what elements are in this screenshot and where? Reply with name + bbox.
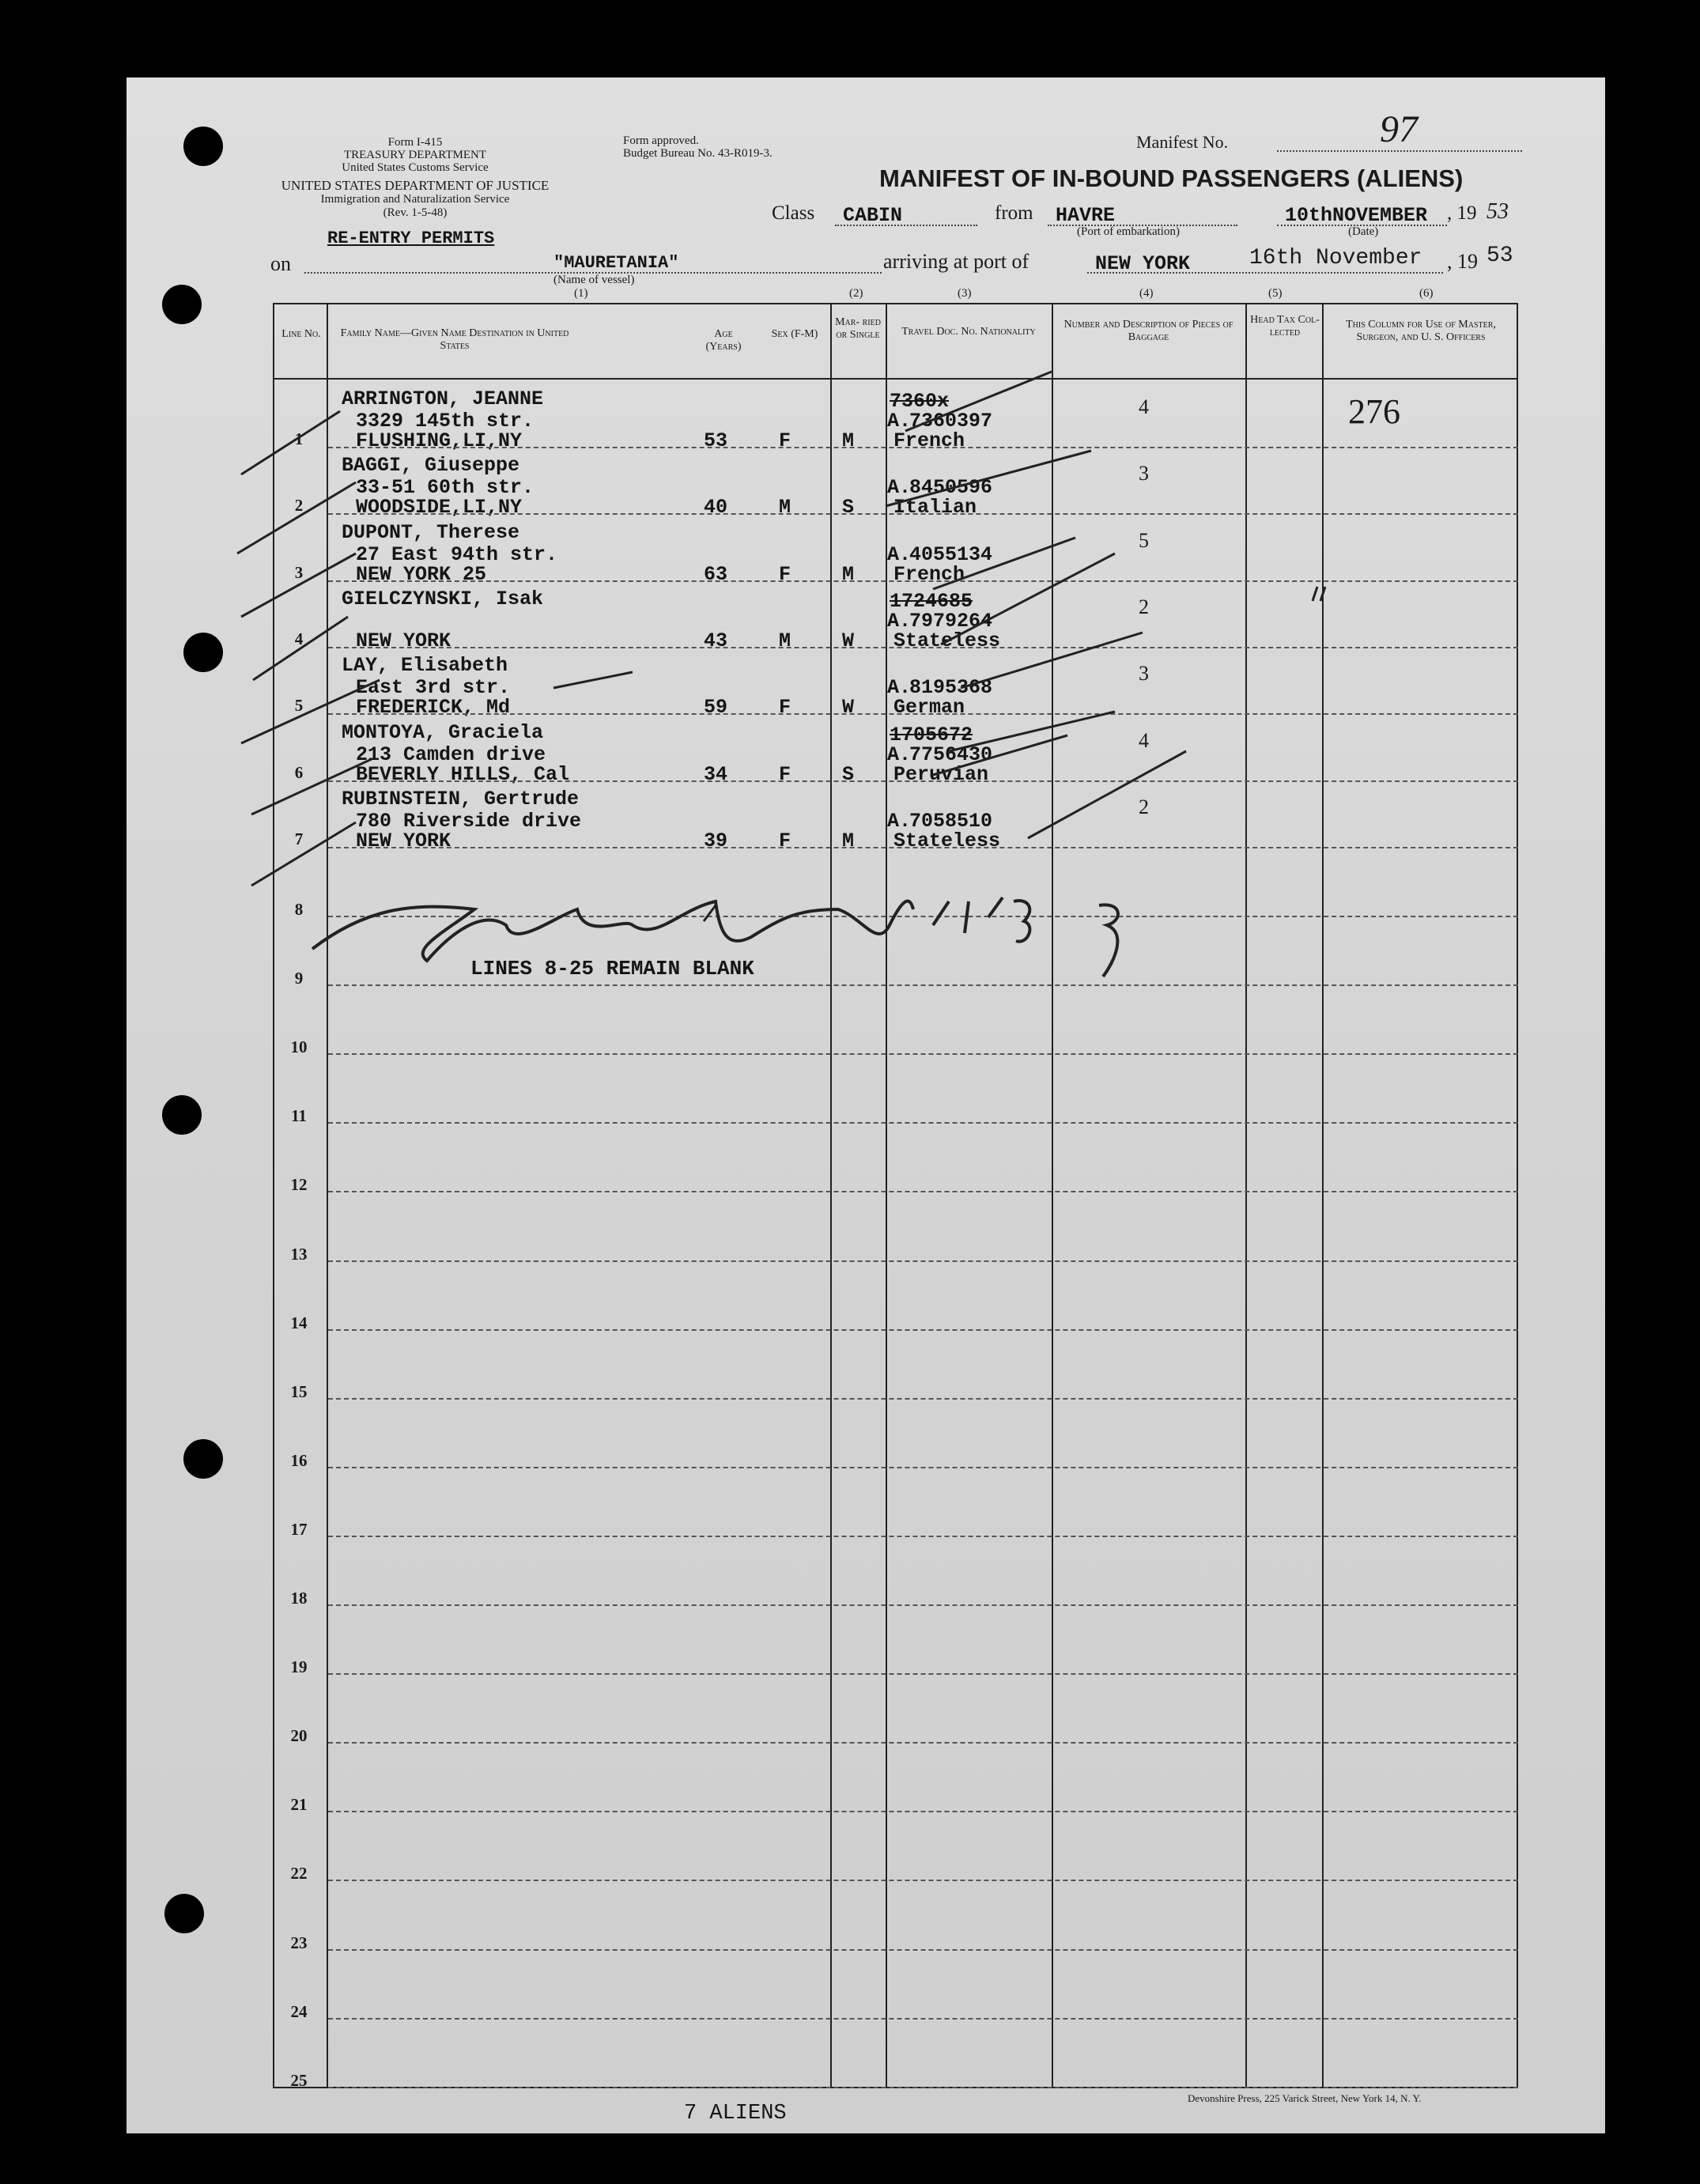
passenger-address: 27 East 94th str.: [356, 542, 558, 566]
passenger-sex: F: [779, 696, 791, 720]
line-number: 8: [294, 900, 304, 919]
passenger-name: DUPONT, Therese: [342, 520, 520, 544]
line-number: 19: [290, 1657, 308, 1677]
blank-note: LINES 8-25 REMAIN BLANK: [470, 957, 754, 981]
passenger-sex: M: [779, 629, 791, 652]
line-number: 15: [290, 1381, 308, 1401]
passenger-sex: F: [779, 829, 791, 852]
class-label: Class: [772, 202, 815, 224]
passenger-doc-old: 1724685: [890, 589, 973, 613]
col-num: (2): [849, 287, 863, 300]
col-num: (5): [1268, 287, 1283, 300]
passenger-baggage: 4: [1139, 395, 1149, 418]
footer-total: 7 ALIENS: [684, 2102, 787, 2125]
col-num: (6): [1419, 287, 1434, 300]
line-number: 7: [294, 829, 304, 848]
ins-service: Immigration and Naturalization Service: [320, 193, 510, 206]
line-number: 18: [290, 1589, 308, 1608]
passenger-doc: 7756430: [909, 742, 993, 766]
header-officers: This Column for Use of Master, Surgeon, and U. S. Officers: [1346, 319, 1496, 343]
passenger-doc: 7979264: [909, 609, 993, 633]
passenger-doc-prefix: A.: [887, 676, 912, 700]
line-number: 12: [290, 1175, 308, 1195]
line-number: 10: [290, 1037, 308, 1057]
passenger-doc-prefix: A.: [887, 410, 912, 433]
passenger-sex: M: [779, 496, 791, 520]
passenger-sex: F: [779, 562, 791, 586]
passenger-marital: W: [842, 629, 855, 652]
passenger-marital: M: [842, 429, 855, 452]
line-number: 23: [290, 1933, 308, 1952]
passenger-doc-prefix: A.: [887, 809, 912, 833]
passenger-doc-prefix: A.: [887, 542, 912, 566]
passenger-nationality: French: [893, 429, 965, 452]
passenger-destination: NEW YORK: [356, 829, 451, 852]
form-number: Form I-415: [387, 136, 443, 149]
passenger-nationality: French: [893, 562, 965, 586]
line-number: 2: [294, 496, 304, 516]
justice-dept: UNITED STATES DEPARTMENT OF JUSTICE: [281, 178, 550, 193]
passenger-age: 63: [704, 562, 728, 586]
year-suffix: 53: [1487, 244, 1513, 268]
budget-bureau: Budget Bureau No. 43-R019-3.: [623, 147, 773, 160]
passenger-age: 59: [704, 696, 728, 720]
line-number: 25: [290, 2070, 308, 2090]
passenger-address: East 3rd str.: [356, 676, 511, 700]
passenger-doc: 8450596: [909, 476, 993, 500]
line-number: 16: [290, 1450, 308, 1470]
passenger-name: MONTOYA, Graciela: [342, 720, 544, 744]
on-label: on: [270, 252, 291, 275]
date-caption: (Date): [1348, 225, 1379, 238]
line-number: 6: [294, 762, 304, 782]
line-number: 13: [290, 1244, 308, 1264]
passenger-baggage: 2: [1139, 595, 1149, 618]
header-age: Age (Years): [705, 328, 742, 353]
passenger-baggage: 3: [1139, 662, 1149, 686]
header-travel-doc: Travel Doc. No. Nationality: [901, 326, 1036, 338]
passenger-destination: FREDERICK, Md: [356, 696, 511, 720]
passenger-doc-prefix: A.: [887, 476, 912, 500]
passenger-nationality: Stateless: [893, 629, 1001, 652]
line-number: 1: [294, 429, 304, 448]
passenger-name: BAGGI, Giuseppe: [342, 454, 520, 478]
vessel-caption: (Name of vessel): [553, 274, 635, 286]
printer-credit: Devonshire Press, 225 Varick Street, New York 14, N. Y.: [1188, 2092, 1422, 2104]
passenger-nationality: Italian: [893, 496, 977, 520]
col-num: (1): [574, 287, 588, 300]
departure-date: 10thNOVEMBER: [1285, 204, 1428, 227]
passenger-age: 40: [704, 496, 728, 520]
passenger-name: GIELCZYNSKI, Isak: [342, 587, 544, 610]
manifest-label: Manifest No.: [1136, 132, 1229, 152]
line-number: 14: [290, 1313, 308, 1332]
passenger-destination: FLUSHING,LI,NY: [356, 429, 523, 452]
header-married: Mar- ried or Single: [835, 316, 881, 341]
vessel-name: "MAURETANIA": [553, 253, 679, 273]
line-number: 21: [290, 1795, 308, 1815]
arrival-date: 16th November: [1249, 246, 1422, 270]
passenger-baggage: 3: [1139, 462, 1149, 486]
arriving-label: arriving at port of: [883, 250, 1029, 273]
passenger-address: 33-51 60th str.: [356, 476, 535, 500]
customs-service: United States Customs Service: [342, 161, 489, 174]
passenger-doc-prefix: A.: [887, 609, 912, 633]
passenger-destination: WOODSIDE,LI,NY: [356, 496, 523, 520]
line-number: 5: [294, 696, 304, 716]
passenger-doc: 7058510: [909, 809, 993, 833]
line-number: 20: [290, 1726, 308, 1746]
passenger-address: 213 Camden drive: [356, 742, 546, 766]
col-num: (4): [1139, 287, 1154, 300]
passenger-age: 34: [704, 762, 728, 786]
passenger-destination: BEVERLY HILLS, Cal: [356, 762, 570, 786]
class-value: CABIN: [843, 204, 903, 227]
passenger-baggage: 4: [1139, 728, 1149, 752]
manifest-number: 97: [1380, 108, 1418, 150]
passenger-doc: 8195368: [909, 676, 993, 700]
col-num: (3): [958, 287, 972, 300]
line-number: 4: [294, 629, 304, 648]
passenger-name: ARRINGTON, JEANNE: [342, 387, 544, 410]
passenger-destination: NEW YORK: [356, 629, 451, 652]
passenger-sex: F: [779, 429, 791, 452]
line-number: 3: [294, 562, 304, 582]
passenger-address: 3329 145th str.: [356, 410, 535, 433]
passenger-doc: 4055134: [909, 542, 993, 566]
line-number: 24: [290, 2001, 308, 2021]
passenger-age: 39: [704, 829, 728, 852]
line-number: 11: [291, 1106, 307, 1126]
header-name: Family Name—Given Name Destination in United States: [340, 327, 569, 352]
form-title: MANIFEST OF IN-BOUND PASSENGERS (ALIENS): [879, 164, 1464, 192]
passenger-sex: F: [779, 762, 791, 786]
passenger-marital: S: [842, 496, 855, 520]
header-line-no: Line No.: [281, 328, 321, 340]
reentry-stamp: RE-ENTRY PERMITS: [327, 229, 495, 248]
passenger-name: LAY, Elisabeth: [342, 654, 508, 678]
passenger-destination: NEW YORK 25: [356, 562, 487, 586]
line-number: 17: [290, 1519, 308, 1539]
revision: (Rev. 1-5-48): [383, 206, 448, 219]
passenger-nationality: Peruvian: [893, 762, 989, 786]
header-baggage: Number and Description of Pieces of Baggage: [1063, 319, 1233, 343]
passenger-nationality: Stateless: [893, 829, 1001, 852]
passenger-doc-prefix: A.: [887, 742, 912, 766]
from-label: from: [995, 202, 1033, 224]
passenger-name: RUBINSTEIN, Gertrude: [342, 787, 580, 810]
passenger-marital: W: [842, 696, 855, 720]
passenger-baggage: 5: [1139, 528, 1149, 552]
passenger-marital: M: [842, 562, 855, 586]
arrival-port: NEW YORK: [1095, 252, 1191, 275]
year-prefix: , 19: [1447, 202, 1477, 224]
year-prefix: , 19: [1447, 250, 1478, 273]
passenger-nationality: German: [893, 696, 965, 720]
passenger-age: 53: [704, 429, 728, 452]
port-embark-caption: (Port of embarkation): [1077, 225, 1180, 238]
passenger-marital: S: [842, 762, 855, 786]
year-suffix: 53: [1487, 199, 1509, 224]
passenger-doc: 7360397: [909, 410, 993, 433]
passenger-age: 43: [704, 629, 728, 652]
officer-number: 276: [1348, 392, 1400, 431]
treasury-dept: TREASURY DEPARTMENT: [343, 149, 487, 161]
from-value: HAVRE: [1056, 204, 1116, 227]
line-number: 9: [294, 969, 304, 988]
passenger-marital: M: [842, 829, 855, 852]
header-head-tax: Head Tax Col- lected: [1250, 314, 1320, 338]
passenger-doc-old: 1705672: [890, 723, 973, 746]
line-number: 22: [290, 1864, 308, 1884]
passenger-baggage: 2: [1139, 795, 1149, 818]
passenger-address: 780 Riverside drive: [356, 809, 582, 833]
header-sex: Sex (F-M): [771, 328, 818, 340]
passenger-doc-old: 7360x: [890, 390, 950, 413]
form-approved: Form approved.: [623, 134, 699, 147]
